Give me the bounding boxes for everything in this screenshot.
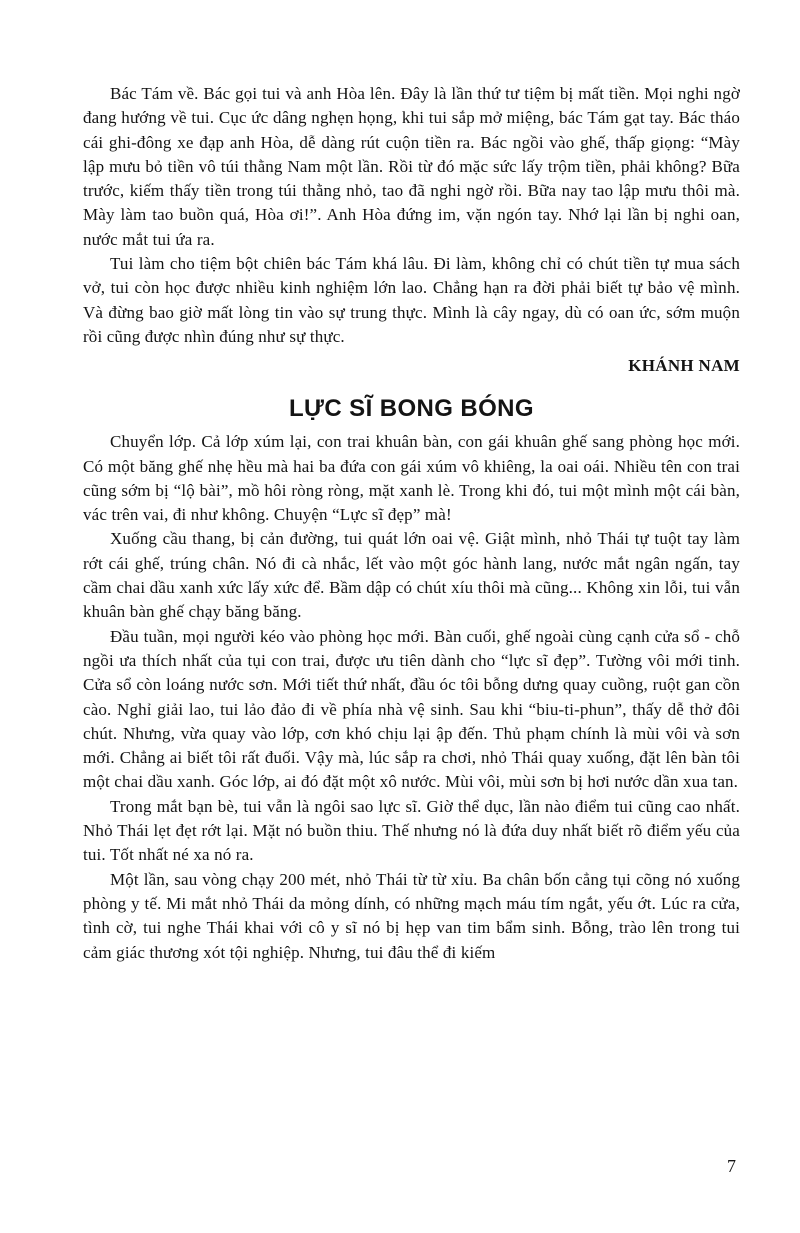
- story2-paragraph-4: Trong mắt bạn bè, tui vẫn là ngôi sao lực sĩ. Giờ thể dục, lần nào điểm tui cũng cao nhất. Nhỏ Thái lẹt đẹt rớt lại. Mặt nó buồn thiu. Thế nhưng nó là đứa duy nhất biết rõ điểm yếu của tui. Tốt nhất né xa nó ra.: [83, 796, 740, 865]
- story1-paragraph-1: Bác Tám về. Bác gọi tui và anh Hòa lên. Đây là lần thứ tư tiệm bị mất tiền. Mọi nghi ngờ đang hướng về tui. Cục ức dâng nghẹn họng, khi tui sắp mở miệng, bác Tám gạt tay. Bác tháo cái ghi-đông xe đạp anh Hòa, dễ dàng rút cuộn tiền ra. Bác ngồi vào ghế, thấp giọng: “Mày lập mưu bỏ tiền vô túi thằng Nam một lần. Rồi từ đó mặc sức lấy trộm tiền, phải không? Bữa trước, kiếm thấy tiền trong túi thằng nhỏ, tao đã nghi ngờ rồi. Bữa nay tao lập mưu thôi mà. Mày làm tao buồn quá, Hòa ơi!”. Anh Hòa đứng im, vặn ngón tay. Nhớ lại lần bị nghi oan, nước mắt tui ứa ra.: [83, 84, 740, 249]
- page-number: 7: [727, 1156, 736, 1176]
- story2-paragraph-3: Đầu tuần, mọi người kéo vào phòng học mới. Bàn cuối, ghế ngoài cùng cạnh cửa sổ - chỗ ngồi ưa thích nhất của tụi con trai, được ưu tiên dành cho “lực sĩ đẹp”. Tường vôi mới tinh. Cửa sổ còn loáng nước sơn. Mới tiết thứ nhất, đầu óc tôi bỗng dưng quay cuồng, ruột gan cồn cào. Nghỉ giải lao, tui lảo đảo đi về phía nhà vệ sinh. Sau khi “biu-ti-phun”, thấy dễ thở đôi chút. Nhưng, vừa quay vào lớp, cơn khó chịu lại ập đến. Thủ phạm chính là mùi vôi và sơn mới. Chẳng ai biết tôi rất đuối. Vậy mà, lúc sắp ra chơi, nhỏ Thái quay xuống, đặt lên bàn tôi một chai dầu xanh. Góc lớp, ai đó đặt một xô nước. Mùi vôi, mùi sơn bị hơi nước dần xua tan.: [83, 626, 740, 792]
- page-content: [83, 82, 740, 965]
- story-title: LỰC SĨ BONG BÓNG: [289, 395, 534, 423]
- author-name: KHÁNH NAM: [628, 356, 740, 376]
- story2-paragraph-5: Một lần, sau vòng chạy 200 mét, nhỏ Thái từ từ xỉu. Ba chân bốn cẳng tụi cõng nó xuống phòng y tế. Mi mắt nhỏ Thái da mỏng dính, có những mạch máu tím ngắt, yếu ớt. Lúc ra cửa, tình cờ, tui nghe Thái khai với cô y sĩ nó bị hẹp van tim bẩm sinh. Bỗng, trào lên trong tui cảm giác thương xót tội nghiệp. Nhưng, tui đâu thể đi kiếm: [83, 869, 740, 962]
- story2-paragraph-1: Chuyển lớp. Cả lớp xúm lại, con trai khuân bàn, con gái khuân ghế sang phòng học mới. Có một băng ghế nhẹ hều mà hai ba đứa con gái xúm vô khiêng, la oai oái. Nhiều tên con trai cũng sớm bị “lộ bài”, mồ hôi ròng ròng, mặt xanh lè. Trong khi đó, tui một mình một cái bàn, vác trên vai, đi như không. Chuyện “Lực sĩ đẹp” mà!: [83, 432, 740, 525]
- story1-paragraph-2: Tui làm cho tiệm bột chiên bác Tám khá lâu. Đi làm, không chỉ có chút tiền tự mua sách vở, tui còn học được nhiều kinh nghiệm lớn lao. Chẳng hạn ra đời phải biết tự bảo vệ mình. Và đừng bao giờ mất lòng tin vào sự trung thực. Mình là cây ngay, dù có oan ức, sớm muộn rồi cũng được nhìn đúng như sự thực.: [83, 254, 740, 346]
- story2-paragraph-2: Xuống cầu thang, bị cản đường, tui quát lớn oai vệ. Giật mình, nhỏ Thái tự tuột tay làm rớt cái ghế, trúng chân. Nó đi cà nhắc, lết vào một góc hành lang, nước mắt ngân ngấn, tay cầm chai dầu xanh xức lấy xức để. Bầm dập có chút xíu thôi mà cũng... Không xin lỗi, tui vẫn khuân bàn ghế chạy băng băng.: [83, 529, 740, 622]
